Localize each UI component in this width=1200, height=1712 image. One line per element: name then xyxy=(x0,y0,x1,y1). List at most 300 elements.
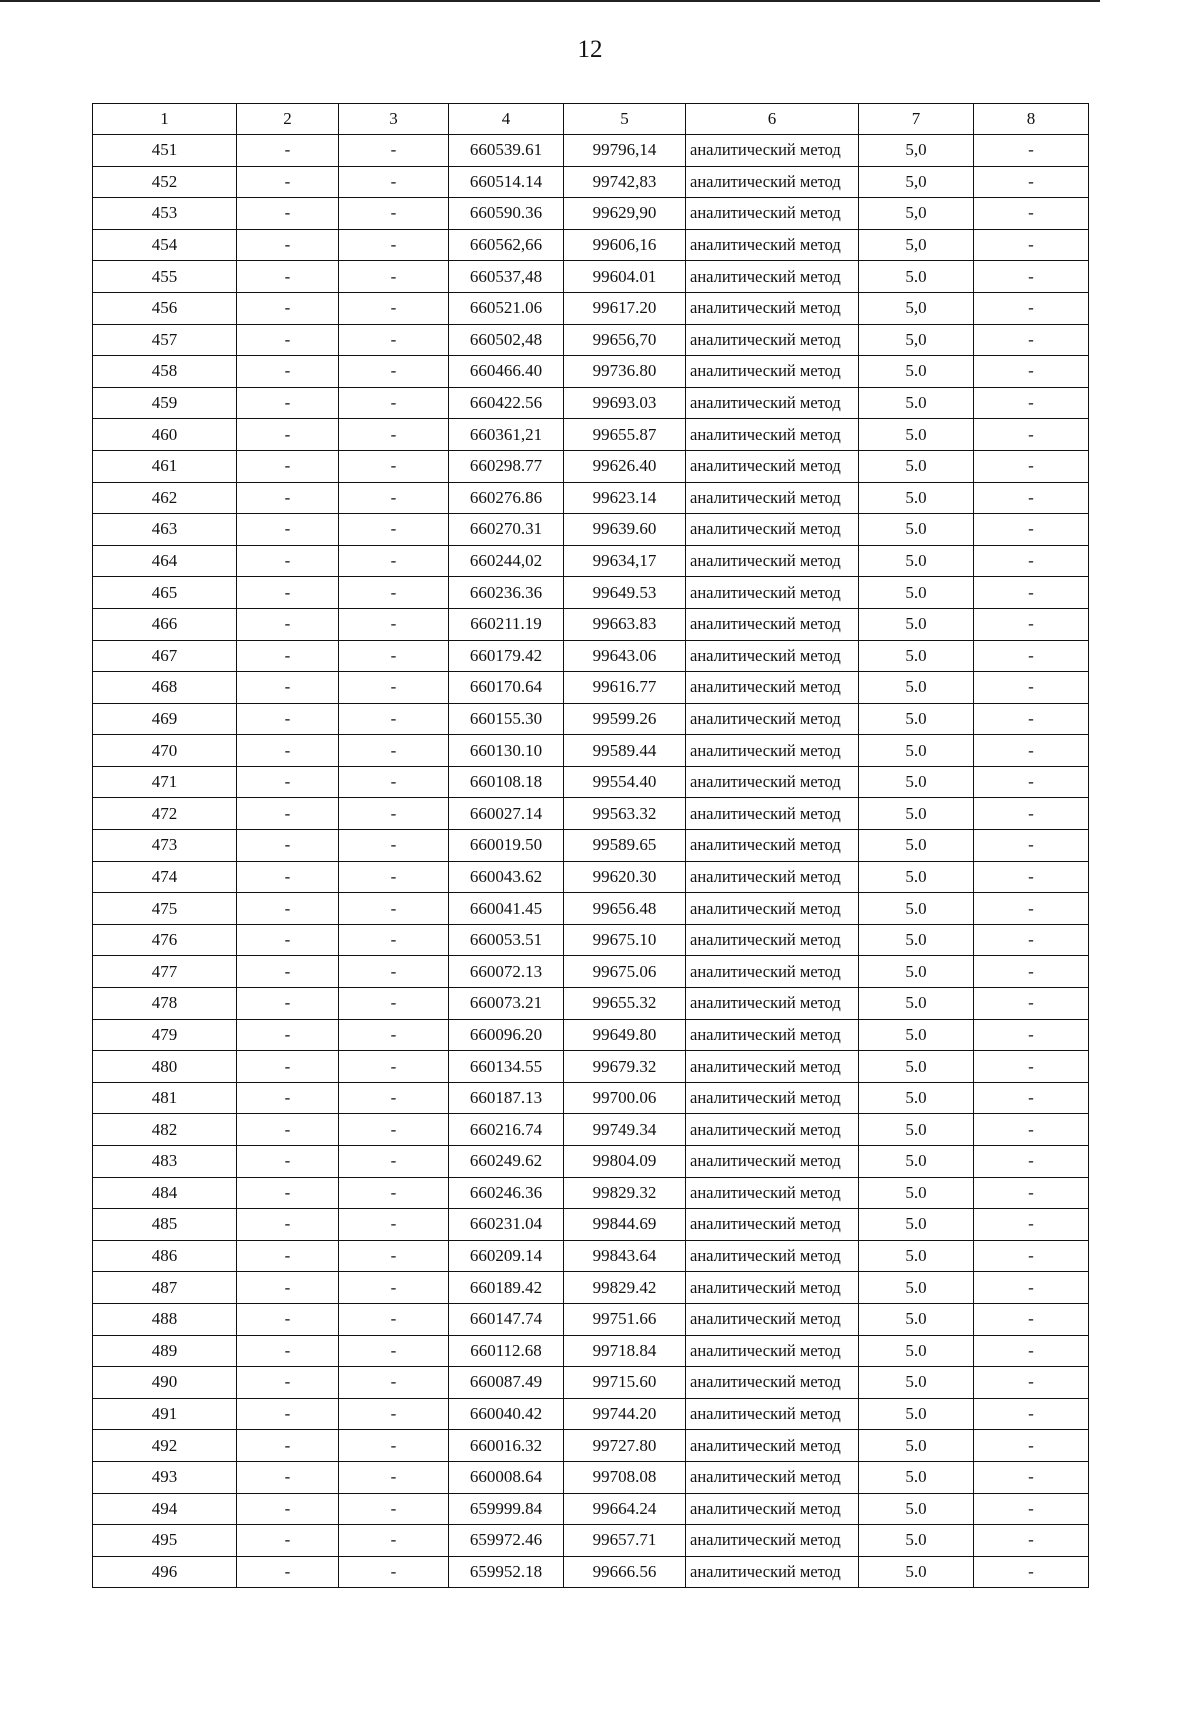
table-cell: 660041.45 xyxy=(449,893,564,925)
table-cell: - xyxy=(974,1272,1089,1304)
table-cell: - xyxy=(237,830,339,862)
table-cell: - xyxy=(237,893,339,925)
table-row xyxy=(93,703,1089,735)
table-cell: 660211.19 xyxy=(449,608,564,640)
table-cell: аналитический метод xyxy=(686,135,859,167)
table-cell: - xyxy=(974,1335,1089,1367)
table-row xyxy=(93,229,1089,261)
table-cell: аналитический метод xyxy=(686,450,859,482)
table-cell: - xyxy=(237,1272,339,1304)
table-cell: - xyxy=(237,1146,339,1178)
table-cell: 478 xyxy=(93,988,237,1020)
table-cell: 454 xyxy=(93,229,237,261)
table-row xyxy=(93,766,1089,798)
table-row xyxy=(93,735,1089,767)
table-cell: 99656,70 xyxy=(564,324,686,356)
table-cell: 5,0 xyxy=(859,166,974,198)
top-rule xyxy=(0,0,1100,2)
table-cell: - xyxy=(974,387,1089,419)
table-cell: - xyxy=(339,356,449,388)
table-cell: 660244,02 xyxy=(449,545,564,577)
table-cell: 458 xyxy=(93,356,237,388)
table-cell: аналитический метод xyxy=(686,1146,859,1178)
table-row xyxy=(93,261,1089,293)
table-cell: 451 xyxy=(93,135,237,167)
table-cell: 660422.56 xyxy=(449,387,564,419)
table-cell: - xyxy=(237,1114,339,1146)
table-cell: 5,0 xyxy=(859,229,974,261)
table-cell: 99657.71 xyxy=(564,1525,686,1557)
table-cell: аналитический метод xyxy=(686,893,859,925)
table-cell: - xyxy=(974,861,1089,893)
table-row xyxy=(93,830,1089,862)
table-cell: - xyxy=(339,1146,449,1178)
column-header: 6 xyxy=(686,104,859,135)
table-cell: 5.0 xyxy=(859,766,974,798)
table-cell: аналитический метод xyxy=(686,988,859,1020)
table-cell: 463 xyxy=(93,514,237,546)
table-cell: аналитический метод xyxy=(686,261,859,293)
table-cell: 99655.87 xyxy=(564,419,686,451)
table-row xyxy=(93,893,1089,925)
table-cell: - xyxy=(974,324,1089,356)
table-cell: - xyxy=(974,482,1089,514)
table-cell: - xyxy=(339,924,449,956)
table-cell: аналитический метод xyxy=(686,924,859,956)
table-row xyxy=(93,1461,1089,1493)
table-cell: аналитический метод xyxy=(686,1461,859,1493)
table-cell: 5.0 xyxy=(859,1146,974,1178)
table-row xyxy=(93,577,1089,609)
table-cell: - xyxy=(339,166,449,198)
table-cell: 99693.03 xyxy=(564,387,686,419)
table-cell: 660112.68 xyxy=(449,1335,564,1367)
table-cell: - xyxy=(339,1272,449,1304)
table-cell: 483 xyxy=(93,1146,237,1178)
table-cell: 660072.13 xyxy=(449,956,564,988)
table-cell: - xyxy=(237,1367,339,1399)
table-cell: 455 xyxy=(93,261,237,293)
table-row xyxy=(93,924,1089,956)
table-cell: - xyxy=(974,1430,1089,1462)
table-cell: - xyxy=(237,292,339,324)
table-cell: аналитический метод xyxy=(686,1430,859,1462)
table-cell: 5.0 xyxy=(859,1303,974,1335)
table-cell: 461 xyxy=(93,450,237,482)
table-cell: - xyxy=(237,324,339,356)
table-cell: 475 xyxy=(93,893,237,925)
table-cell: аналитический метод xyxy=(686,1019,859,1051)
table-cell: - xyxy=(974,1556,1089,1588)
table-cell: 660187.13 xyxy=(449,1082,564,1114)
table-cell: 482 xyxy=(93,1114,237,1146)
table-row xyxy=(93,1114,1089,1146)
column-header: 5 xyxy=(564,104,686,135)
table-cell: 5.0 xyxy=(859,1525,974,1557)
table-cell: - xyxy=(339,1493,449,1525)
table-cell: 99742,83 xyxy=(564,166,686,198)
table-cell: - xyxy=(237,735,339,767)
table-cell: 99589.44 xyxy=(564,735,686,767)
table-cell: аналитический метод xyxy=(686,545,859,577)
table-cell: - xyxy=(237,482,339,514)
table-row xyxy=(93,135,1089,167)
column-header: 1 xyxy=(93,104,237,135)
table-cell: 493 xyxy=(93,1461,237,1493)
table-cell: 99666.56 xyxy=(564,1556,686,1588)
table-cell: 99829.32 xyxy=(564,1177,686,1209)
table-cell: - xyxy=(339,766,449,798)
table-cell: 99844.69 xyxy=(564,1209,686,1241)
table-cell: 99626.40 xyxy=(564,450,686,482)
table-cell: - xyxy=(237,640,339,672)
table-cell: 99675.06 xyxy=(564,956,686,988)
table-cell: аналитический метод xyxy=(686,1177,859,1209)
table-cell: аналитический метод xyxy=(686,861,859,893)
table-cell: 490 xyxy=(93,1367,237,1399)
table-cell: аналитический метод xyxy=(686,1367,859,1399)
table-cell: - xyxy=(237,229,339,261)
table-row xyxy=(93,1335,1089,1367)
table-cell: - xyxy=(237,924,339,956)
table-cell: 660466.40 xyxy=(449,356,564,388)
table-cell: аналитический метод xyxy=(686,324,859,356)
table-cell: - xyxy=(237,956,339,988)
table-cell: - xyxy=(974,766,1089,798)
table-cell: - xyxy=(237,261,339,293)
table-cell: 486 xyxy=(93,1240,237,1272)
table-cell: 474 xyxy=(93,861,237,893)
table-cell: 460 xyxy=(93,419,237,451)
table-row xyxy=(93,672,1089,704)
table-row xyxy=(93,324,1089,356)
table-row xyxy=(93,1051,1089,1083)
table-cell: 5.0 xyxy=(859,735,974,767)
table-cell: 485 xyxy=(93,1209,237,1241)
table-cell: - xyxy=(974,1114,1089,1146)
table-cell: - xyxy=(339,640,449,672)
table-cell: 99715.60 xyxy=(564,1367,686,1399)
table-cell: 5,0 xyxy=(859,135,974,167)
table-cell: аналитический метод xyxy=(686,1082,859,1114)
table-cell: 99649.53 xyxy=(564,577,686,609)
table-row xyxy=(93,1082,1089,1114)
table-cell: 5.0 xyxy=(859,672,974,704)
table-cell: 99634,17 xyxy=(564,545,686,577)
table-cell: 99629,90 xyxy=(564,198,686,230)
table-row xyxy=(93,861,1089,893)
table-cell: 99643.06 xyxy=(564,640,686,672)
column-header: 8 xyxy=(974,104,1089,135)
table-cell: аналитический метод xyxy=(686,1398,859,1430)
table-cell: 470 xyxy=(93,735,237,767)
table-cell: 99655.32 xyxy=(564,988,686,1020)
table-cell: 660298.77 xyxy=(449,450,564,482)
table-cell: - xyxy=(974,1146,1089,1178)
table-cell: - xyxy=(237,1493,339,1525)
table-cell: аналитический метод xyxy=(686,766,859,798)
page-number: 12 xyxy=(577,36,603,63)
table-cell: - xyxy=(339,1525,449,1557)
table-cell: 465 xyxy=(93,577,237,609)
table-cell: 659952.18 xyxy=(449,1556,564,1588)
table-cell: 660562,66 xyxy=(449,229,564,261)
table-cell: 492 xyxy=(93,1430,237,1462)
table-cell: - xyxy=(339,229,449,261)
table-cell: - xyxy=(339,577,449,609)
table-cell: - xyxy=(237,387,339,419)
table-cell: - xyxy=(237,1335,339,1367)
column-header: 3 xyxy=(339,104,449,135)
table-cell: 99727.80 xyxy=(564,1430,686,1462)
table-cell: - xyxy=(237,198,339,230)
table-cell: 99639.60 xyxy=(564,514,686,546)
table-cell: - xyxy=(974,703,1089,735)
table-cell: 5.0 xyxy=(859,419,974,451)
table-row xyxy=(93,292,1089,324)
table-cell: аналитический метод xyxy=(686,356,859,388)
table-cell: - xyxy=(339,1114,449,1146)
table-cell: 660246.36 xyxy=(449,1177,564,1209)
table-cell: - xyxy=(974,1240,1089,1272)
table-cell: 496 xyxy=(93,1556,237,1588)
table-cell: аналитический метод xyxy=(686,577,859,609)
table-cell: - xyxy=(974,1493,1089,1525)
table-cell: 99649.80 xyxy=(564,1019,686,1051)
table-cell: 99708.08 xyxy=(564,1461,686,1493)
table-cell: 99656.48 xyxy=(564,893,686,925)
table-cell: 5.0 xyxy=(859,1367,974,1399)
table-cell: 659972.46 xyxy=(449,1525,564,1557)
table-row xyxy=(93,608,1089,640)
table-cell: - xyxy=(974,893,1089,925)
table-cell: аналитический метод xyxy=(686,1209,859,1241)
table-cell: 491 xyxy=(93,1398,237,1430)
table-row xyxy=(93,482,1089,514)
table-cell: аналитический метод xyxy=(686,1525,859,1557)
table-cell: 5.0 xyxy=(859,608,974,640)
table-cell: 5.0 xyxy=(859,1177,974,1209)
table-cell: 489 xyxy=(93,1335,237,1367)
table-cell: - xyxy=(237,419,339,451)
table-cell: 5.0 xyxy=(859,956,974,988)
table-cell: - xyxy=(974,229,1089,261)
table-cell: 660521.06 xyxy=(449,292,564,324)
table-cell: 466 xyxy=(93,608,237,640)
table-cell: - xyxy=(339,261,449,293)
table-cell: 660502,48 xyxy=(449,324,564,356)
table-row xyxy=(93,798,1089,830)
coordinate-table xyxy=(92,103,1089,1588)
table-cell: - xyxy=(974,198,1089,230)
table-cell: 5.0 xyxy=(859,1051,974,1083)
table-cell: 5.0 xyxy=(859,1082,974,1114)
table-cell: - xyxy=(339,608,449,640)
table-cell: 468 xyxy=(93,672,237,704)
table-cell: - xyxy=(974,514,1089,546)
table-cell: 660236.36 xyxy=(449,577,564,609)
table-row xyxy=(93,545,1089,577)
table-cell: - xyxy=(237,1398,339,1430)
table-cell: - xyxy=(974,450,1089,482)
table-cell: 99604.01 xyxy=(564,261,686,293)
table-cell: 480 xyxy=(93,1051,237,1083)
table-cell: - xyxy=(339,1335,449,1367)
table-cell: - xyxy=(974,1303,1089,1335)
column-header: 2 xyxy=(237,104,339,135)
table-cell: - xyxy=(339,135,449,167)
table-cell: 660539.61 xyxy=(449,135,564,167)
table-row xyxy=(93,956,1089,988)
table-cell: 476 xyxy=(93,924,237,956)
table-cell: - xyxy=(237,1019,339,1051)
table-cell: - xyxy=(339,1240,449,1272)
table-cell: 660108.18 xyxy=(449,766,564,798)
table-cell: аналитический метод xyxy=(686,1240,859,1272)
table-cell: аналитический метод xyxy=(686,830,859,862)
table-cell: - xyxy=(339,798,449,830)
table-cell: - xyxy=(339,1051,449,1083)
table-cell: 5.0 xyxy=(859,830,974,862)
table-cell: аналитический метод xyxy=(686,1272,859,1304)
table-cell: 5.0 xyxy=(859,640,974,672)
table-cell: - xyxy=(237,1051,339,1083)
table-cell: - xyxy=(974,1082,1089,1114)
table-cell: 660073.21 xyxy=(449,988,564,1020)
table-cell: 99679.32 xyxy=(564,1051,686,1083)
table-cell: 660016.32 xyxy=(449,1430,564,1462)
table-cell: - xyxy=(237,672,339,704)
table-cell: - xyxy=(339,292,449,324)
table-cell: 660053.51 xyxy=(449,924,564,956)
table-cell: - xyxy=(974,356,1089,388)
table-cell: 5,0 xyxy=(859,324,974,356)
table-row xyxy=(93,1367,1089,1399)
table-cell: 472 xyxy=(93,798,237,830)
table-cell: - xyxy=(339,1177,449,1209)
table-cell: 5.0 xyxy=(859,356,974,388)
table-cell: 5.0 xyxy=(859,924,974,956)
table-cell: 469 xyxy=(93,703,237,735)
table-cell: - xyxy=(237,1461,339,1493)
table-cell: аналитический метод xyxy=(686,198,859,230)
table-cell: - xyxy=(974,924,1089,956)
table-cell: 660361,21 xyxy=(449,419,564,451)
table-cell: - xyxy=(339,1461,449,1493)
table-cell: - xyxy=(974,1019,1089,1051)
table-cell: - xyxy=(339,861,449,893)
table-cell: - xyxy=(339,419,449,451)
table-cell: 660270.31 xyxy=(449,514,564,546)
table-cell: - xyxy=(974,419,1089,451)
table-cell: аналитический метод xyxy=(686,672,859,704)
table-cell: - xyxy=(339,735,449,767)
table-cell: аналитический метод xyxy=(686,292,859,324)
table-cell: - xyxy=(339,514,449,546)
table-cell: - xyxy=(974,577,1089,609)
table-cell: - xyxy=(339,830,449,862)
table-row xyxy=(93,1240,1089,1272)
table-cell: - xyxy=(974,1398,1089,1430)
table-cell: - xyxy=(237,166,339,198)
table-row xyxy=(93,387,1089,419)
table-cell: аналитический метод xyxy=(686,608,859,640)
table-cell: 5.0 xyxy=(859,893,974,925)
table-cell: 5.0 xyxy=(859,1240,974,1272)
table-cell: - xyxy=(974,1525,1089,1557)
table-cell: - xyxy=(339,672,449,704)
table-cell: - xyxy=(237,514,339,546)
table-cell: 99620.30 xyxy=(564,861,686,893)
table-cell: - xyxy=(237,861,339,893)
table-row xyxy=(93,450,1089,482)
table-cell: 99804.09 xyxy=(564,1146,686,1178)
table-cell: - xyxy=(237,1240,339,1272)
table-cell: 660590.36 xyxy=(449,198,564,230)
table-cell: - xyxy=(237,988,339,1020)
table-cell: 99664.24 xyxy=(564,1493,686,1525)
table-cell: 99554.40 xyxy=(564,766,686,798)
table-cell: - xyxy=(339,387,449,419)
table-cell: - xyxy=(974,640,1089,672)
table-cell: 5.0 xyxy=(859,1114,974,1146)
table-cell: аналитический метод xyxy=(686,419,859,451)
table-cell: - xyxy=(974,1209,1089,1241)
table-cell: аналитический метод xyxy=(686,1493,859,1525)
table-cell: - xyxy=(974,830,1089,862)
table-cell: 659999.84 xyxy=(449,1493,564,1525)
table-cell: аналитический метод xyxy=(686,514,859,546)
table-cell: 660170.64 xyxy=(449,672,564,704)
table-row xyxy=(93,1430,1089,1462)
table-cell: 5.0 xyxy=(859,861,974,893)
table-cell: - xyxy=(974,545,1089,577)
table-cell: 5,0 xyxy=(859,292,974,324)
table-row xyxy=(93,419,1089,451)
table-cell: 99599.26 xyxy=(564,703,686,735)
table-cell: - xyxy=(237,1209,339,1241)
table-cell: 660147.74 xyxy=(449,1303,564,1335)
table-row xyxy=(93,1019,1089,1051)
table-cell: 5.0 xyxy=(859,703,974,735)
table-cell: - xyxy=(237,1303,339,1335)
table-cell: 5.0 xyxy=(859,514,974,546)
table-cell: 5.0 xyxy=(859,482,974,514)
header-row xyxy=(93,104,1089,135)
table-row xyxy=(93,1493,1089,1525)
table-cell: - xyxy=(339,1082,449,1114)
table-cell: 462 xyxy=(93,482,237,514)
table-cell: 99718.84 xyxy=(564,1335,686,1367)
table-cell: 5.0 xyxy=(859,1556,974,1588)
table-body xyxy=(93,135,1089,1588)
table-cell: - xyxy=(974,608,1089,640)
table-row xyxy=(93,1209,1089,1241)
table-cell: 5.0 xyxy=(859,1272,974,1304)
table-cell: 5.0 xyxy=(859,577,974,609)
table-cell: - xyxy=(974,261,1089,293)
table-cell: 99736.80 xyxy=(564,356,686,388)
table-cell: 477 xyxy=(93,956,237,988)
table-cell: 5.0 xyxy=(859,1493,974,1525)
table-cell: 99744.20 xyxy=(564,1398,686,1430)
table-cell: - xyxy=(237,608,339,640)
table-row xyxy=(93,988,1089,1020)
table-cell: аналитический метод xyxy=(686,1303,859,1335)
table-cell: - xyxy=(974,672,1089,704)
table-cell: аналитический метод xyxy=(686,229,859,261)
table-cell: 5.0 xyxy=(859,1430,974,1462)
